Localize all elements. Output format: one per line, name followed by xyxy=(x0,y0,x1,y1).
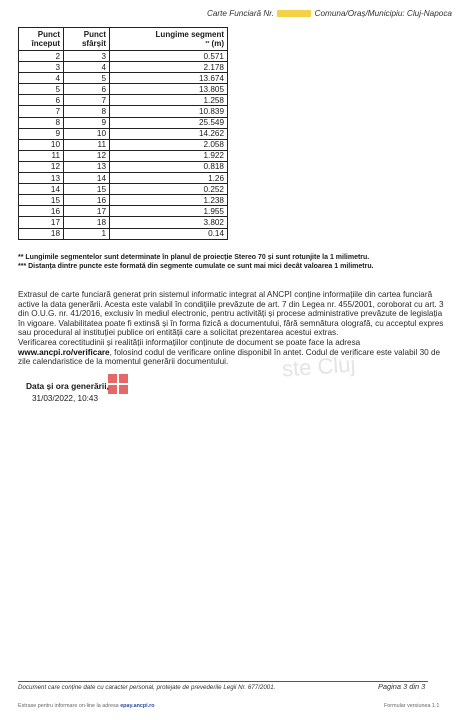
cell-end: 15 xyxy=(64,184,110,195)
cell-end: 16 xyxy=(64,195,110,206)
col-header-length xyxy=(110,28,228,51)
cell-start: 4 xyxy=(19,73,64,84)
cell-start: 11 xyxy=(19,150,64,161)
col-header-length-sup: ** xyxy=(205,40,210,47)
col-header-length-unit: (m) xyxy=(211,38,224,48)
cell-start: 18 xyxy=(19,228,64,239)
cell-length: 3.802 xyxy=(110,217,228,228)
cell-length: 1.922 xyxy=(110,150,228,161)
cell-end: 9 xyxy=(64,117,110,128)
cell-end: 8 xyxy=(64,106,110,117)
cell-start: 7 xyxy=(19,106,64,117)
cell-length: 0.252 xyxy=(110,184,228,195)
online-info xyxy=(18,703,155,709)
cell-end: 4 xyxy=(64,62,110,73)
table-notes xyxy=(18,254,374,271)
segment-table xyxy=(18,27,228,240)
table-row xyxy=(19,139,228,150)
table-header-row xyxy=(19,28,228,51)
verification-text-start: Verificarea corectitudinii și realității informațiilor conținute de document se poate face la adresa xyxy=(18,337,361,347)
table-row xyxy=(19,117,228,128)
table-row xyxy=(19,73,228,84)
footer-divider xyxy=(18,681,428,682)
epay-link[interactable]: epay.ancpi.ro xyxy=(120,703,155,709)
table-row xyxy=(19,217,228,228)
verification-text-end: , folosind codul de verificare online disponibil în antet. Codul de verificare este valabil 30 de zile calendaristice de la momentul generării documentului. xyxy=(18,347,441,367)
cell-start: 2 xyxy=(19,51,64,62)
cell-length: 13.805 xyxy=(110,84,228,95)
extract-legal-text xyxy=(18,290,448,367)
cell-start: 5 xyxy=(19,84,64,95)
cell-length: 0.571 xyxy=(110,51,228,62)
cell-length: 0.818 xyxy=(110,161,228,172)
cell-start: 10 xyxy=(19,139,64,150)
cell-length: 1.955 xyxy=(110,206,228,217)
cell-length: 1.26 xyxy=(110,173,228,184)
cell-length: 2.058 xyxy=(110,139,228,150)
cell-end: 12 xyxy=(64,150,110,161)
cell-start: 14 xyxy=(19,184,64,195)
table-row xyxy=(19,228,228,239)
cell-start: 6 xyxy=(19,95,64,106)
note-segment-length: ** Lungimile segmentelor sunt determinate în planul de proiecție Stereo 70 și sunt rotunjite la 1 milimetru. xyxy=(18,254,370,261)
table-row xyxy=(19,161,228,172)
col-header-end: Punct sfârșit xyxy=(64,28,110,51)
cell-end: 3 xyxy=(64,51,110,62)
table-row xyxy=(19,173,228,184)
generation-label: Data și ora generării, xyxy=(26,381,109,391)
validity-paragraph: Extrasul de carte funciară generat prin sistemul informatic integrat al ANCPI conține informațiile din cartea funciară active la data generării. Acesta este valabil în condițiile prevăzute de art. 7 din Legea nr. 455/2001, coroborat cu art. 3 din O.U.G. nr. 41/2016, exclusiv în mediul electronic, pentru activități și procese administrative prevăzute de legislația în vigoare. Valabilitatea poate fi extinsă și în forma fizică a documentului, fără semnătura olografă, cu acceptul expres sau procedural al instituției publice ori entității care a solicitat prezentarea acestui extras. xyxy=(18,290,444,338)
generation-datetime: 31/03/2022, 10:43 xyxy=(32,394,99,403)
header-location: Comuna/Oraș/Municipiu: Cluj-Napoca xyxy=(314,9,452,18)
watermark-text: ste Cluj xyxy=(281,351,357,382)
table-row xyxy=(19,95,228,106)
verification-link[interactable]: www.ancpi.ro/verificare xyxy=(18,347,110,357)
segment-table-body xyxy=(19,51,228,240)
cell-length: 1.238 xyxy=(110,195,228,206)
cell-start: 16 xyxy=(19,206,64,217)
cell-start: 3 xyxy=(19,62,64,73)
col-header-length-label: Lungime segment xyxy=(155,29,224,39)
cell-length: 10.839 xyxy=(110,106,228,117)
table-row xyxy=(19,62,228,73)
cell-end: 14 xyxy=(64,173,110,184)
table-row xyxy=(19,51,228,62)
table-row xyxy=(19,206,228,217)
table-row xyxy=(19,128,228,139)
cell-start: 8 xyxy=(19,117,64,128)
table-row xyxy=(19,84,228,95)
cell-start: 9 xyxy=(19,128,64,139)
cell-end: 18 xyxy=(64,217,110,228)
page-header xyxy=(0,9,452,18)
online-info-text: Extrase pentru informare on-line la adresa xyxy=(18,703,119,709)
table-row xyxy=(19,184,228,195)
cell-end: 6 xyxy=(64,84,110,95)
cell-end: 5 xyxy=(64,73,110,84)
redacted-number xyxy=(277,10,311,17)
cell-end: 13 xyxy=(64,161,110,172)
stamp-icon xyxy=(108,374,130,396)
cell-length: 2.178 xyxy=(110,62,228,73)
verification-paragraph xyxy=(18,338,448,367)
cell-start: 12 xyxy=(19,161,64,172)
cell-start: 13 xyxy=(19,173,64,184)
header-cf-label: Carte Funciară Nr. xyxy=(206,9,274,18)
cell-length: 13.674 xyxy=(110,73,228,84)
cell-start: 15 xyxy=(19,195,64,206)
table-row xyxy=(19,195,228,206)
cell-end: 1 xyxy=(64,228,110,239)
form-version: Formular versiunea 1.1 xyxy=(384,703,440,709)
cell-length: 1.258 xyxy=(110,95,228,106)
table-row xyxy=(19,106,228,117)
cell-length: 14.262 xyxy=(110,128,228,139)
cell-end: 10 xyxy=(64,128,110,139)
page-number: Pagina 3 din 3 xyxy=(378,682,426,691)
note-distance: *** Distanța dintre puncte este formată din segmente cumulate ce sunt mai mici decât valoarea 1 milimetru. xyxy=(18,262,374,270)
cell-length: 0.14 xyxy=(110,228,228,239)
cell-length: 25.549 xyxy=(110,117,228,128)
col-header-start: Punct început xyxy=(19,28,64,51)
cell-end: 11 xyxy=(64,139,110,150)
footer-disclaimer: Document care conține date cu caracter personal, protejate de prevederile Legii Nr. 677/2001. xyxy=(18,684,276,691)
cell-end: 7 xyxy=(64,95,110,106)
cell-start: 17 xyxy=(19,217,64,228)
cell-end: 17 xyxy=(64,206,110,217)
table-row xyxy=(19,150,228,161)
